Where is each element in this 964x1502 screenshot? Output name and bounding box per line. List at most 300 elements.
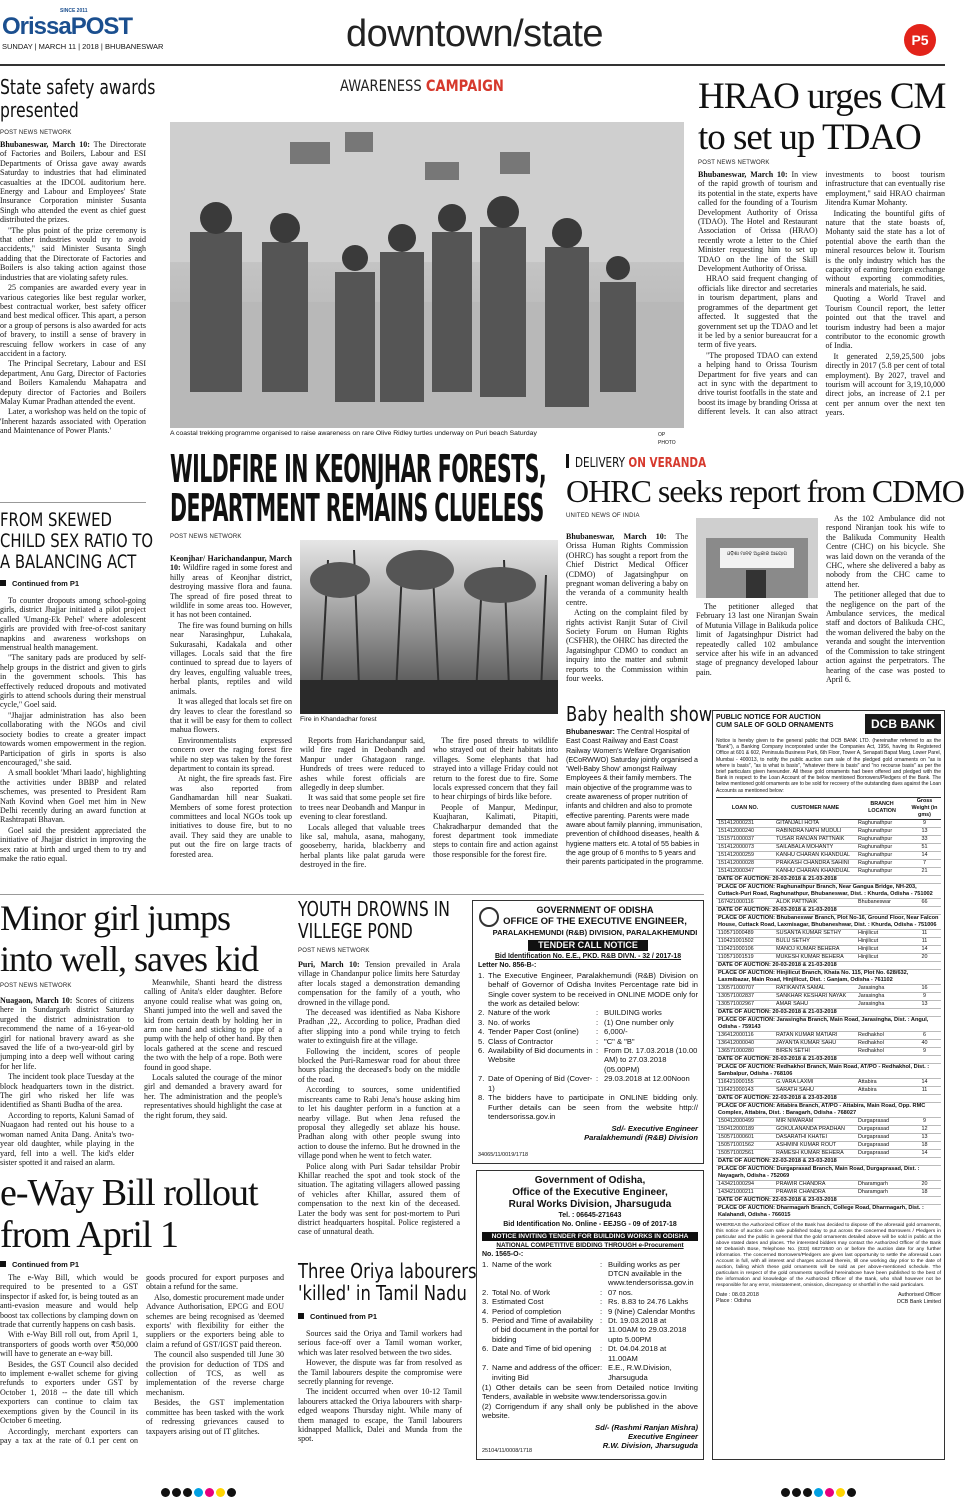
tender-gov: GOVERNMENT OF ODISHA	[536, 905, 654, 915]
dcb-auction-notice	[712, 710, 945, 1460]
table-cell: 11	[908, 937, 941, 945]
paragraph: As the 102 Ambulance did not respond Niranjan took his wife to the Balikuda Community Health Centre (CHC) on his bicycle. She was laid down on the veranda of the CHC, where she delivered a baby as nobody from the CHC came to attend her.	[826, 514, 945, 589]
item-value: (1) One number only	[604, 1017, 674, 1027]
article-body-left	[566, 532, 688, 692]
auction-date: DATE OF AUCTION: 20-03-2018 & 21-03-2018	[716, 961, 941, 969]
page-number-badge: P5	[904, 24, 936, 56]
item-label: Tender Paper Cost (online)	[488, 1027, 579, 1037]
article-wildfire	[170, 447, 558, 890]
tender-subbadge: NATIONAL COMPETITIVE BIDDING THROUGH e-Procurement	[496, 1241, 684, 1249]
paragraph: "Jhajjar administration has also been collaborating with the NGOs and civil society bodies to create a greater impact towards women empowerment in the region. Participation of girls in sports is also encouraged," she said.	[0, 710, 146, 767]
headline-line: A BALANCING ACT	[0, 551, 137, 573]
table-row	[716, 1117, 941, 1125]
table-row	[716, 819, 941, 827]
registration-dot	[781, 1488, 790, 1497]
tender-item	[482, 1316, 698, 1344]
headline-line: CHILD SEX RATIO TO	[0, 530, 154, 552]
table-cell: 130571002837	[716, 992, 774, 1000]
table-cell: SANKHAR KESHARI NAYAK	[774, 992, 856, 1000]
kicker	[340, 76, 504, 95]
notice-intro: Notice is hereby given to the general public that DCB BANK LTD. (hereinafter referred to as the "Bank"), a Banking Company incorporated under the Companies Act, 1956, having its Registered Office at 601 & 602, Peninsula Business Park, 6th Floor, Tower A, Senapati Bapat Marg, Lower Parel, Mumbai - 400013, to notify the public auction cum sale of the pledged gold ornaments on "as is where is basis", "as is what is basis", "whatever there is basis" and "no recourse basis" as per the brief particulars given hereunder. All these gold ornaments had been offered and pledged with the Bank in respect to the Loan Account of the below mentioned Borrowers/Pledgers of the Bank. The below mentioned gold ornaments are to be sold for recovery of the outstanding dues against the Loan Accounts as mentioned below:	[716, 738, 941, 794]
item-number: 1.	[482, 1259, 489, 1269]
bid-id: Bid Identification No. Online - EEJSG - 09 of 2017-18	[503, 1221, 677, 1229]
photo-caption: Fire in Khandadhar forest	[300, 716, 377, 723]
forest-fire-photo	[300, 540, 558, 714]
signature-line: Sd/- (Rashmi Ranjan Mishra)	[595, 1422, 698, 1432]
table-row	[716, 945, 941, 953]
paragraph: Besides, the GST implementation committee has been tasked with the work of redressing grievances caused to taxpayers arising out of IT glitches.	[146, 1398, 284, 1436]
notice-footer: WHEREAS the Authorized Officer of the Bank has decided to dispose off the aforesaid gold ornaments, this notice of auction cum sale published today to put across the concerned Borrowers / Pledgers in particular and the public in general that the gold ornaments detailed above will be sold in public at the above stated dates and places. The interested bidders may contact the Authorized Officer of the Bank Mr Debasish Bose, Telephone No. (033) 66272640 on or before the auction date for any further information. The concerned Borrowers/Pledgers are given last opportunity to settle the aforesaid Loan Account in full, with all interest and charges accrued therein, till one working day prior to the date of auction, failing which these gold ornaments will be sold as per above-mentioned schedule. The particulars in respect of the gold ornaments specified hereinabove have been published to the best of the information and knowledge of the Authorized Officer of the Bank, who shall however not be responsible for any error, misstatement, omission, discrepancy or shortfall in the said particulars.	[716, 1222, 941, 1288]
paragraph: Goel said the president appreciated the initiative of Jhajjar district in improving the sex ratio at birth and urged them to try and make the ratio equal.	[0, 825, 146, 863]
table-cell: 151412000259	[716, 851, 774, 859]
table-cell: 40	[908, 1039, 941, 1047]
auction-date-row	[716, 1055, 941, 1063]
table-cell: Durgaprasad	[856, 1125, 908, 1133]
table-cell: 167421000116	[716, 898, 774, 906]
photo-caption: A coastal trekking programme organised to raise awareness on rare Olive Ridley turtles underway on Puri beach Saturday	[170, 430, 537, 437]
tender-ref: 25104/11/0008/1718	[482, 1447, 533, 1454]
headline-line: e-Way Bill rollout	[0, 1172, 258, 1214]
item-number: 6.	[482, 1344, 489, 1354]
table-row	[716, 1039, 941, 1047]
table-row	[716, 1125, 941, 1133]
kicker	[566, 454, 945, 471]
headline-line: to set up TDAO	[698, 117, 921, 158]
table-cell: Bhubaneswar	[856, 898, 908, 906]
signature-line: Paralakhemundi (R&B) Division	[584, 1133, 698, 1143]
paragraph: A small booklet 'Mhari laado', highlighting the activities under BBBP and related schemes, was presented to President Ram Nath Kovind when Goel met him in New Delhi recently during an award function at Rashtrapati Bhavan.	[0, 768, 146, 825]
tender-item	[478, 1027, 698, 1036]
table-cell: 143421000211	[716, 1188, 774, 1196]
tender-rows	[478, 1008, 698, 1093]
table-cell: 130571000707	[716, 984, 774, 992]
table-row	[716, 898, 941, 906]
auction-date: DATE OF AUCTION: 20-03-2018 & 21-03-2018	[716, 875, 941, 883]
item-number: 2.	[482, 1287, 489, 1297]
auction-date-row	[716, 906, 941, 914]
table-cell: Raghunathpur	[856, 851, 908, 859]
headline	[170, 447, 547, 530]
item-value: Rs. 8.83 to 24.76 Lakhs	[608, 1297, 689, 1307]
item-label: Availability of Bid documents in Website	[488, 1046, 593, 1065]
table-cell: 130571002967	[716, 1000, 774, 1008]
table-cell: 151412000240	[716, 827, 774, 835]
auction-date-row	[716, 875, 941, 883]
registration-dot	[227, 1488, 236, 1497]
paragraph: HRAO said frequent changing of officials like director and secretaries in tourism department, plans and programmes of the department get affected. It suggested that the government set up the TDAO and let it be led by a senior bureaucrat for a term of five years.	[698, 274, 818, 350]
item-number: 3.	[482, 1297, 489, 1307]
building-sign: ଓଡ଼ିଶା ମାନବ ଅଧିକାର ଆୟୋଗ	[726, 551, 788, 557]
table-cell: Raghunathpur	[856, 843, 908, 851]
headline-line: DEPARTMENT REMAINS CLUELESS	[170, 486, 544, 530]
notice-signoff	[716, 1292, 941, 1308]
table-cell: GITANJALI HOTA	[774, 819, 856, 827]
table-cell: MIR NIWARAM	[774, 1117, 856, 1125]
registration-dot	[194, 1488, 203, 1497]
article-body	[298, 960, 460, 1237]
table-row	[716, 1188, 941, 1196]
paragraph: Police along with Puri Sadar tehsildar Probir Khillar reached the spot and took stock of the situation. The agitating villagers allowed passing of vehicles after Khillar, assured them of compensation to the next kin of the deceased. Later the body was sent for post-mortem to Puri district headquarters hospital. Police registered a case of unnatural death.	[298, 1161, 460, 1237]
byline: POST NEWS NETWORK	[698, 160, 770, 166]
table-cell: 136412000116	[716, 1031, 774, 1039]
table-cell: 18	[908, 1141, 941, 1149]
table-row	[716, 1000, 941, 1008]
byline: POST NEWS NETWORK	[0, 983, 72, 989]
tender-item	[478, 1074, 698, 1093]
item-value: Dt. 04.04.2018 at 11.00AM	[608, 1344, 667, 1363]
tender-item	[482, 1307, 698, 1316]
auction-date: DATE OF AUCTION: 22-03-2018 & 23-03-2018	[716, 1157, 941, 1165]
tender-signature	[478, 1124, 698, 1142]
registration-dot	[825, 1488, 834, 1497]
article-body	[298, 1329, 462, 1444]
headline	[0, 75, 156, 122]
tender-ref: 34065/11/0019/1718	[478, 1151, 529, 1158]
tender-notice-paralakhemundi	[472, 900, 704, 1164]
tender-item	[478, 1046, 698, 1074]
table-cell: 12	[908, 1125, 941, 1133]
article-minor-girl	[0, 898, 284, 1168]
item-number: 5.	[478, 1036, 485, 1046]
tender-item	[478, 1008, 698, 1017]
tender-item	[482, 1288, 698, 1297]
table-row	[716, 859, 941, 867]
headline-line: FROM SKEWED	[0, 509, 112, 531]
headline-line: State safety awards	[0, 75, 156, 99]
tender-item	[478, 1037, 698, 1046]
notice-place: Place : Odisha	[716, 1298, 752, 1305]
tender-item	[478, 971, 698, 1009]
table-cell: 9	[908, 992, 941, 1000]
masthead	[0, 0, 945, 64]
item-number: 6.	[478, 1046, 485, 1056]
table-cell: ASHMINI KUMAR ROUT	[774, 1141, 856, 1149]
forest-illustration	[300, 540, 558, 714]
article-body-right	[826, 514, 945, 692]
tender-tel: Tel. : 06645-271643	[558, 1212, 622, 1219]
tender-office: OFFICE OF THE EXECUTIVE ENGINEER,	[503, 916, 687, 927]
loan-table-body	[716, 819, 941, 1219]
table-cell: 13	[908, 1133, 941, 1141]
section-title: downtown/state	[346, 13, 604, 55]
item-colon: :	[596, 1008, 599, 1018]
table-cell: 110421001502	[716, 937, 774, 945]
column-header: LOAN NO.	[716, 797, 774, 819]
auction-date-row	[716, 1196, 941, 1204]
table-cell: 14	[908, 1078, 941, 1086]
auction-date-row	[716, 961, 941, 969]
table-cell: ALOK PATTNAIK	[774, 898, 856, 906]
tender-note: (2) Corrigendum if any shall only be published in the above website.	[482, 1401, 698, 1421]
auction-place: PLACE OF AUCTION: Durgaprasad Branch, Main Road, Durgaprasad, Dist. : Nayagarh, Odisha - 752069	[716, 1165, 941, 1180]
item-number: 4.	[482, 1306, 489, 1316]
paragraph: It generated 2,59,25,500 jobs directly in 2017 (5.8 per cent of total employment). By 2027, travel and tourism will account for 3,19,10,000 direct jobs, an increase of 2.1 per cent per annum over the next ten years.	[825, 351, 945, 418]
table-cell: SAILABALA MOHANTY	[774, 843, 856, 851]
table-row	[716, 851, 941, 859]
table-row	[716, 1133, 941, 1141]
item-value: 07 nos.	[608, 1287, 633, 1297]
tender-item	[478, 1018, 698, 1027]
table-row	[716, 992, 941, 1000]
auction-place: PLACE OF AUCTION: Redhakhol Branch, Main Road, AT/PO - Redhakhol, Dist. : Sambalpur, Odisha - 768106	[716, 1063, 941, 1078]
registration-dot	[183, 1488, 192, 1497]
paragraph: Later, a workshop was held on the topic of 'Inherent hazards associated with Operation and Maintenance of Power Plants.'	[0, 407, 146, 436]
table-cell: KANHU CHARAN KHANDUAL	[774, 851, 856, 859]
table-cell: Hinjilicut	[856, 953, 908, 961]
tender-rows	[482, 1260, 698, 1382]
item-number: 5.	[482, 1316, 489, 1326]
paragraph: Quoting a World Travel and Tourism Council report, the letter pointed out that the travel and tourism industry had been a major contributor to the economic growth of India.	[825, 294, 945, 351]
paragraph: The Central Hospital of East Coast Railway and East Coast Railway Women's Welfare Organisation (ECoRWWO) Saturday jointly organised a 'Well-Baby Show' amongst Railway Employees & their family members. The main objective of the programme was to create awareness of proper nutrition of infants and children and also to promote effective parenting. Parents were made aware about family planning, immunisation, prevention of childhood diseases, health & hygiene matters etc. A total of 55 babies in the age group of 6 months to 5 years and their parents participated in the programme.	[566, 728, 704, 867]
paragraph: In view of the rapid growth of tourism and its potential in the state, experts have called for the founding of a Tourism Development Authority of Orissa (TDAO). The Hotel and Restaurant Association of Orissa (HRAO) recently wrote a letter to the Chief Minister requesting him to set up TDAO on the line of the Skill Development Authority of Orissa.	[698, 170, 818, 274]
headline	[0, 1172, 284, 1256]
table-cell: Jarasingha	[856, 984, 908, 992]
headline-line: into well, saves kid	[0, 939, 258, 979]
article-body	[0, 596, 146, 863]
tender-item	[482, 1344, 698, 1363]
auction-date: DATE OF AUCTION: 20-03-2018 & 21-03-2018	[716, 1055, 941, 1063]
table-row	[716, 937, 941, 945]
headline-line: presented	[0, 98, 79, 122]
article-body-mid	[696, 602, 818, 692]
table-cell: 13	[908, 1000, 941, 1008]
table-cell: Durgaprasad	[856, 1141, 908, 1149]
paragraph: The fire posed threats to wildlife who strayed out of their habitats into villages. Some elephants that had strayed into a village Friday could not return to the forest due to fire. Some locals expressed concern that they fail to hear chirpings of birds like before.	[433, 736, 558, 802]
table-cell: Jarasingha	[856, 1000, 908, 1008]
paragraph: The fire was found burning on hills near Narasinghpur, Luhakala, Sukurasahi, Kadakala and other villages. Locals said that the fire continued to spread due to layers of dry leaves, engulfing valuable trees, herbal plants, reptiles and wild animals.	[170, 620, 292, 696]
headline-line: Minor girl jumps	[0, 898, 231, 938]
table-cell: PRAKASH CHANDRA SAHINI	[774, 859, 856, 867]
auction-place-row	[716, 1016, 941, 1031]
table-row	[716, 867, 941, 875]
item-value: Dt. 19.03.2018 at 11.00AM to 29.03.2018 upto 5.00PM	[608, 1316, 687, 1344]
item-text: The Executive Engineer, Paralakhemundi (R&B) Division on behalf of Governor of Odisha Invites Percentage rate bid in Single cover system to be received in ONLINE MODE only for the work as detailed below:	[488, 970, 698, 1009]
paragraph: At night, the fire spreads fast. Fire was also reported from Gandhamardan hill near Suakati. Members of some forest protection committees and local NGOs took up initiatives to douse fire, but to no avail. They said they are unable to put out the fire on large tracts of forested area.	[170, 774, 292, 859]
tender-item	[482, 1363, 698, 1382]
paragraph: Environmentalists expressed concern over the raging forest fire while no step was taken by the forest department to contain its spread.	[170, 735, 292, 773]
table-cell: 150571002561	[716, 1149, 774, 1157]
table-cell: GOKULANANDA PRADHAN	[774, 1125, 856, 1133]
auction-place-row	[716, 914, 941, 929]
table-cell: Raghunathpur	[856, 835, 908, 843]
signature-line: R.W. Division, Jharsuguda	[602, 1440, 698, 1450]
table-cell: 150571001562	[716, 1141, 774, 1149]
table-cell: 136571000280	[716, 1047, 774, 1055]
paragraph: To counter dropouts among school-going girls, district Jhajjar initiated a pilot project called 'Umang-Ek Pehel' where adolescent girls are provided with free-of-cost sanitary napkins and awareness workshops on menstrual health management.	[0, 596, 146, 653]
headline-line: VILLEGE POND	[298, 919, 413, 943]
table-row	[716, 1078, 941, 1086]
kicker-text	[575, 456, 706, 471]
item-number: 3.	[478, 1017, 485, 1027]
table-cell: DASARATHI KHATEI	[774, 1133, 856, 1141]
item-number: 8.	[478, 1093, 485, 1103]
article-body-right	[144, 978, 282, 1168]
item-text: The bidders have to participate in ONLINE bidding only. Further details can be seen from the website http:// tendersorissa.gov.in	[488, 1093, 698, 1121]
registration-dots-left	[160, 1484, 250, 1496]
paragraph: "The plus point of the prize ceremony is that other industries would try to avoid accidents," said Minister Susanta Singh adding that the Directorate of Factories and Boilers is also taking action against those industries that are violating safety rules.	[0, 225, 146, 282]
registration-dots-right	[780, 1484, 870, 1496]
auction-date: DATE OF AUCTION: 20-03-2018 & 21-03-2018	[716, 906, 941, 914]
table-cell: SARATH SAHU	[774, 1086, 856, 1094]
dateline: Puri, March 10:	[298, 960, 360, 969]
logo-text: OrissaPOST	[2, 13, 133, 40]
table-cell: Durgaprasad	[856, 1149, 908, 1157]
auction-place-row	[716, 969, 941, 984]
item-label: No. of works	[488, 1017, 531, 1027]
table-cell: 7	[908, 859, 941, 867]
letter-no: Letter No. 856-B-:	[478, 962, 537, 970]
registration-dot	[803, 1488, 812, 1497]
paragraph: According to sources, some unidentified miscreants came to Rabi Jena's house asking him to let his daughter perform in a function at a nearby village. But when Jena refused the proposal they allegedly set ablaze his house. Pradhan along with other people swung into action to douse the inferno. But he drowned in the village pond when he went to fetch water.	[298, 1085, 460, 1161]
dateline: Bhubaneswar, March 10:	[566, 532, 667, 541]
article-body-bottom	[300, 736, 558, 890]
tender-office: Office of the Executive Engineer,	[512, 1187, 668, 1198]
item-value: 29.03.2018 at 12.00Noon	[604, 1074, 690, 1084]
crowd-illustration	[170, 122, 684, 428]
dateline: Keonjhar/ Harichandanpur, March 10:	[170, 554, 292, 573]
item-label: Name of the work	[492, 1259, 552, 1269]
tender-notice-jharsuguda	[476, 1170, 704, 1460]
table-cell: Raghunathpur	[856, 827, 908, 835]
section-rule	[0, 894, 704, 895]
article-body	[0, 140, 146, 436]
auction-place: PLACE OF AUCTION: Raghunathpur Branch, Near Ganguа Bridge, NH-203, Cuttack-Puri Road, Raghunathpur, Bhubaneswar, Dist. : Khurda, Odisha - 751002	[716, 883, 941, 898]
logo	[2, 8, 152, 38]
paragraph: The deceased was identified as Naba Kishore Pradhan ,22,. According to police, Pradhan died after slipping into a pond while trying to fetch water to extinguish fire at the village.	[298, 1008, 460, 1046]
table-cell: 6	[908, 1031, 941, 1039]
masthead-rule	[0, 64, 945, 66]
paragraph: The petitioner alleged that due to the negligence on the part of the Ambulance services, the medical staff and doctors of Balikuda CHC, the woman delivered the baby on the veranda and sought the intervention of the Commission to take stringent action against the perpetrators. The hearing of the case was posted to April 6.	[826, 590, 945, 684]
tender-division: Rural Works Division, Jharsuguda	[508, 1199, 672, 1210]
auction-place: PLACE OF AUCTION: Jarasingha Branch, Main Road, Jarasingha, Dist. : Angul, Odisha - 759143	[716, 1016, 941, 1031]
auction-place: PLACE OF AUCTION: Bhubaneswar Branch, Plot No-16, Ground Floor, Near Falcon House, Cuttack Road, Laxmisagar, Bhubaneshwar, Dist. : Khurda, Odisha - 751006	[716, 914, 941, 929]
table-cell: SUSANTA KUMAR SETHY	[774, 929, 856, 937]
headline: Baby health show	[566, 702, 713, 726]
table-cell: 51	[908, 843, 941, 851]
building-illustration	[696, 518, 818, 598]
article-body-left	[0, 996, 134, 1168]
table-cell: RABINDRA NATH MUDULI	[774, 827, 856, 835]
column-header: CUSTOMER NAME	[774, 797, 856, 819]
byline: POST NEWS NETWORK	[298, 948, 370, 954]
headline: OHRC seeks report from CDMO	[566, 473, 964, 509]
headline-line: Three Oriya labourers	[298, 1259, 477, 1283]
table-cell: KANHU CHARAN KHANDUAL	[774, 867, 856, 875]
paragraph: It was said that some people set fire to trees near Deobandh and Manpur in evening to clear forestland.	[300, 793, 425, 822]
table-header-row	[716, 797, 941, 819]
dateline: Nuagaon, March 10:	[0, 996, 73, 1005]
table-cell: 151571000037	[716, 835, 774, 843]
item-colon: :	[600, 1287, 603, 1297]
table-cell: TUSAR RANJAN PATTNAIK	[774, 835, 856, 843]
table-cell: PRAWIR CHANDRA	[774, 1188, 856, 1196]
item-colon: :	[600, 1259, 603, 1269]
table-cell: 9	[908, 1117, 941, 1125]
table-row	[716, 827, 941, 835]
item-label: Date and Time of bid opening	[492, 1344, 592, 1354]
item-number: 1.	[478, 970, 485, 980]
table-cell: 66	[908, 898, 941, 906]
byline: POST NEWS NETWORK	[0, 130, 72, 136]
table-cell: 33	[908, 835, 941, 843]
kicker-word-accent: CAMPAIGN	[425, 76, 504, 95]
table-cell: Attabira	[856, 1078, 908, 1086]
auction-place-row	[716, 1165, 941, 1180]
tender-division: PARALAKHEMUNDI (R&B) DIVISION, PARALAKHEMUNDI	[492, 928, 698, 937]
paragraph: According to reports, Kaluni Samad of Nuagaon had rented out his house to a woman named Anita Dang. Anita's two-year old daughter, while playing in the yard, fell into a well. The kid's elder sister spotted it and raised an alarm.	[0, 1110, 134, 1167]
paragraph: People of Manpur, Medinpur, Kuajharan, Kalimati, Pitapiti, Chakradharpur demanded that the forest department took immediate steps to contain fire and action against those responsible for the forest fire.	[433, 802, 558, 859]
item-label: Period and Time of availability of bid document in the portal for bidding	[492, 1316, 599, 1344]
item-label: Class of Contractor	[488, 1036, 553, 1046]
table-cell: 14	[908, 945, 941, 953]
item-value: BUILDING works	[604, 1008, 662, 1018]
paragraph: The Principal Secretary, Labour and ESI department, Anu Garg, Director of Factories and Boilers Kamalendu Mahapatra and deputy director of Factories and Boilers Malay Kumar Pradhan attended the event.	[0, 359, 146, 406]
byline: UNITED NEWS OF INDIA	[566, 513, 640, 519]
continued-label: Continued from P1	[298, 1312, 462, 1321]
headline-line: from April 1	[0, 1214, 178, 1256]
table-cell: PRAWIR CHANDRA	[774, 1180, 856, 1188]
paragraph: The Directorate of Factories and Boilers, Labour and ESI Departments of Orissa gave away awards Saturday to industries that had eliminated casualties at the IDCOL auditorium here. Energy and Labour and Employees' State Insurance Corporation minister Susanta Singh who attended the event as chief guest distributed the prizes.	[0, 140, 146, 225]
table-cell: Raghunathpur	[856, 859, 908, 867]
table-row	[716, 1031, 941, 1039]
table-cell: MANOJ KUMAR BEHERA	[774, 945, 856, 953]
item-number: 4.	[478, 1027, 485, 1037]
table-cell: 16	[908, 984, 941, 992]
table-cell: Hinjilicut	[856, 929, 908, 937]
item-colon: :	[596, 1046, 599, 1056]
auction-date-row	[716, 1008, 941, 1016]
item-colon: :	[596, 1074, 599, 1084]
table-cell: 14	[908, 1149, 941, 1157]
table-row	[716, 984, 941, 992]
table-cell: BULU SETHY	[774, 937, 856, 945]
item-colon: :	[600, 1363, 603, 1373]
auction-place-row	[716, 1063, 941, 1078]
paragraph: Sources said the Oriya and Tamil workers had serious face-off over a Tamil woman worker, which was later resolved between the two sides.	[298, 1329, 462, 1357]
dateline: SUNDAY | MARCH 11 | 2018 | BHUBANESWAR	[2, 42, 164, 51]
item-colon: :	[600, 1344, 603, 1354]
paragraph: Following the incident, scores of people blocked the Puri-Rameswar road for about three hours placing the deceased's body on the middle of the road.	[298, 1046, 460, 1084]
trekking-photo	[170, 122, 684, 428]
registration-dot	[836, 1488, 845, 1497]
headline	[0, 898, 284, 980]
paragraph: Locals alleged that valuable trees like sal, mahula, asana, mahogany, gooseberry, harida, blackberry and herbal plants like palat garuda were destroyed in the fire.	[300, 822, 425, 870]
tender-item	[482, 1297, 698, 1306]
auction-date: DATE OF AUCTION: 22-03-2018 & 23-03-2018	[716, 1196, 941, 1204]
table-cell: Attabira	[856, 1086, 908, 1094]
table-cell: 150412000189	[716, 1125, 774, 1133]
paragraph: However, the dispute was far from resolved as the Tamil labourers despite the compromise were secretly planning for revenge.	[298, 1358, 462, 1387]
table-row	[716, 929, 941, 937]
table-cell: RATIKANTA SAMAL	[774, 984, 856, 992]
item-value: 9 (Nine) Calendar Months	[608, 1306, 695, 1316]
table-cell: Durgaprasad	[856, 1117, 908, 1125]
item-colon: :	[600, 1297, 603, 1307]
auction-date-row	[716, 1157, 941, 1165]
continued-label: Continued from P1	[0, 1260, 284, 1269]
table-cell: Dharamgarh	[856, 1180, 908, 1188]
paragraph: Meanwhile, Shanti heard the distress calling of Anita's elder daughter. Before anyone could realise what was going on, Shanti jumped into the well and saved the kid from certain death by holding her in arm one hand and sticking to pipe of a pump with the help of other hand. By then locals gathered at the scene and rescued the two with the help of a rope. Both were found in good shape.	[144, 978, 282, 1072]
article-baby-health	[566, 702, 713, 892]
paragraph: The council also suspended till June 30 the provision for deduction of TDS and collection of TCS, as well as implementation of the reverse charge mechanism.	[146, 1350, 284, 1397]
table-cell: 21	[908, 867, 941, 875]
item-number: 7.	[478, 1074, 485, 1084]
paragraph: The incident took place Tuesday at the block headquarters town in the district. The girl who risked her life was identified as Shanti Budha of the area.	[0, 1072, 134, 1110]
awareness-campaign	[170, 76, 684, 446]
tender-badge: NOTICE INVITING TENDER FOR BUILDING WORKS IN ODISHA	[482, 1232, 698, 1241]
kicker-word: DELIVERY	[575, 456, 629, 471]
article-youth-drowns	[298, 898, 460, 1258]
